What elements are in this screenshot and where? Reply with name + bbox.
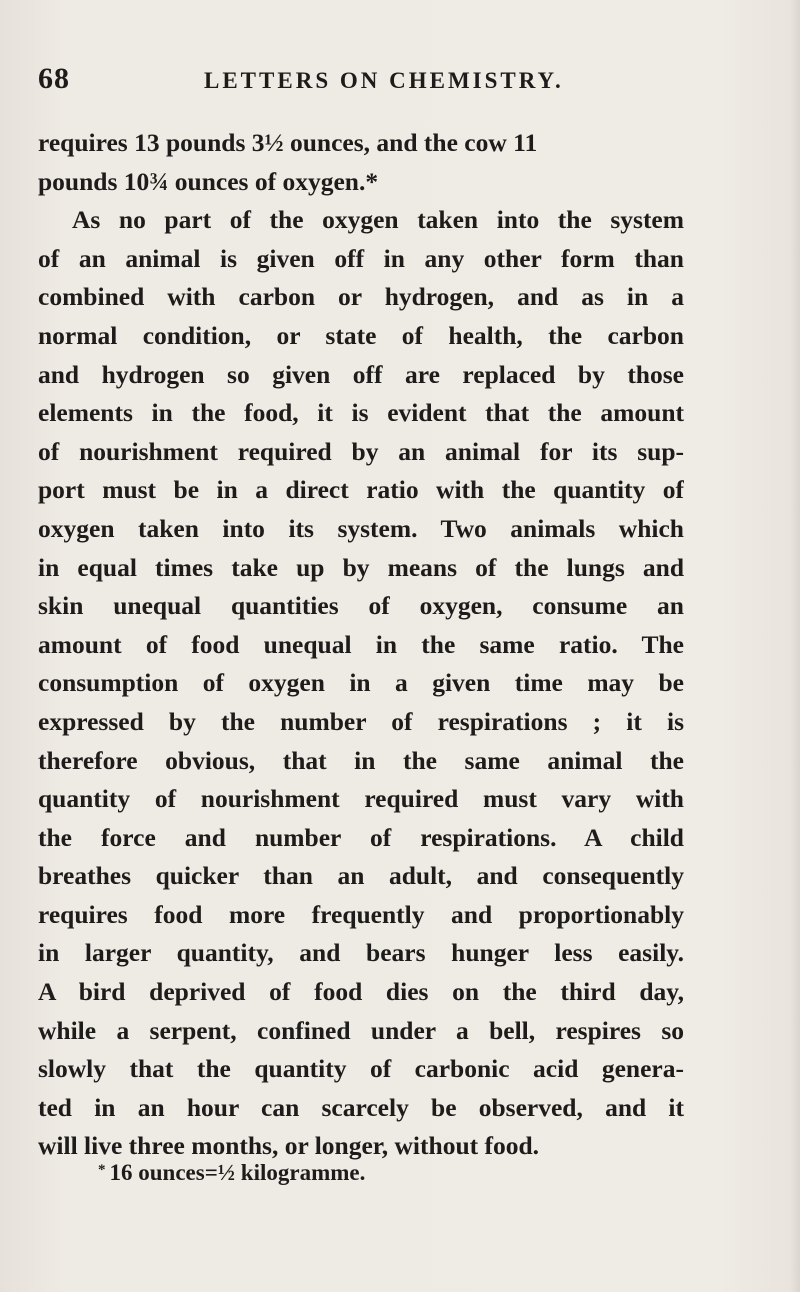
running-title: LETTERS ON CHEMISTRY. [204,68,564,93]
text-line: ted in an hour can scarcely be observed, and it [38,1092,684,1122]
text-line: of nourishment required by an animal for its sup- [38,436,684,466]
text-line: expressed by the number of respirations ; it is [38,706,684,736]
text-line: while a serpent, confined under a bell, respires so [38,1015,684,1045]
text-line: A bird deprived of food dies on the third day, [38,977,684,1007]
text-line: slowly that the quantity of carbonic acid genera- [38,1054,684,1084]
text-line: requires food more frequently and proportionably [38,899,684,929]
text-line: consumption of oxygen in a given time may be [38,668,684,698]
text-line: elements in the food, it is evident that the amount [38,398,684,428]
page-number: 68 [38,62,70,95]
footnote-text: 16 ounces=½ kilogramme. [109,1160,366,1185]
footnote [98,1160,365,1186]
text-line: and hydrogen so given off are replaced by those [38,359,684,389]
text-line: quantity of nourishment required must vary with [38,784,684,814]
text-line: amount of food unequal in the same ratio. The [38,629,684,659]
text-line: skin unequal quantities of oxygen, consume an [38,591,684,621]
text-line: oxygen taken into its system. Two animals which [38,513,684,543]
text-line: will live three months, or longer, without food. [38,1131,540,1161]
text-line: port must be in a direct ratio with the quantity of [38,475,684,505]
text-line: therefore obvious, that in the same animal the [38,745,684,775]
body-text [38,124,684,1166]
text-line: breathes quicker than an adult, and consequently [38,861,684,891]
text-line: combined with carbon or hydrogen, and as in a [38,282,684,312]
page-header [38,62,678,102]
text-line: requires 13 pounds 3½ ounces, and the cow 11 [38,128,538,157]
text-line: of an animal is given off in any other form than [38,243,684,273]
text-line: normal condition, or state of health, the carbon [38,320,684,350]
footnote-mark: * [98,1162,106,1178]
text-line: in equal times take up by means of the lungs and [38,552,684,582]
text-line: pounds 10¾ ounces of oxygen.* [38,166,379,196]
text-line: As no part of the oxygen taken into the system [72,205,684,235]
text-line: in larger quantity, and bears hunger less easily. [38,938,684,968]
page-edge-shadow [790,0,800,1292]
text-line: the force and number of respirations. A child [38,822,684,852]
